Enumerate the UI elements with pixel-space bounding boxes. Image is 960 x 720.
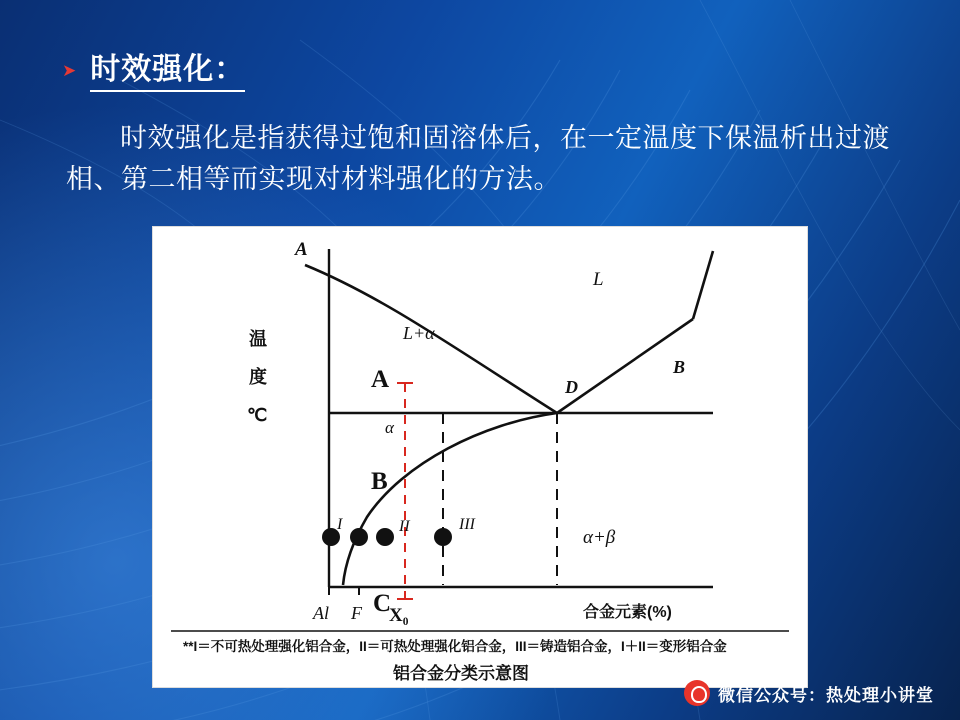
x-axis-title: 合金元素(%) [583,604,672,621]
y-axis-title-line1: 温 [249,329,267,349]
watermark [684,680,934,706]
label-aging-C: C [373,590,392,617]
y-axis-title-line3: ℃ [247,405,268,425]
label-region-alpha: α [385,418,394,437]
label-region-L-alpha: L+α [403,323,435,343]
label-tick-X0: X₀ [389,605,409,626]
label-point-D: D [565,377,578,397]
page-title: 时效强化： [90,44,245,92]
label-zone-II: II [399,518,410,535]
label-zone-I: I [337,516,343,533]
figure-aluminium-alloy-classification [152,226,808,688]
figure-caption: 铝合金分类示意图 [393,664,529,683]
triangle-right-icon: ➤ [62,60,77,80]
label-region-L: L [593,269,604,290]
label-point-A: A [295,239,308,260]
label-region-alpha-beta: α+β [583,527,616,548]
y-axis-title-line2: 度 [249,367,267,387]
label-point-B: B [673,357,686,377]
wechat-logo-icon [684,680,710,706]
label-origin-Al: Al [313,603,329,623]
label-aging-B: B [371,468,388,495]
watermark-text: 微信公众号：热处理小讲堂 [718,685,934,705]
label-tick-F: F [351,603,362,623]
slide-title-row [62,44,245,92]
phase-diagram-svg [153,227,807,687]
body-paragraph: 时效强化是指获得过饱和固溶体后，在一定温度下保温析出过渡相、第二相等而实现对材料强化的方法。 [66,123,890,195]
figure-legend: **I＝不可热处理强化铝合金，II＝可热处理强化铝合金，III＝铸造铝合金，I＋II＝变形铝合金 [183,639,727,654]
label-aging-A: A [371,366,390,393]
alloy-marker-dot-extra [376,528,394,546]
label-zone-III: III [459,516,475,533]
